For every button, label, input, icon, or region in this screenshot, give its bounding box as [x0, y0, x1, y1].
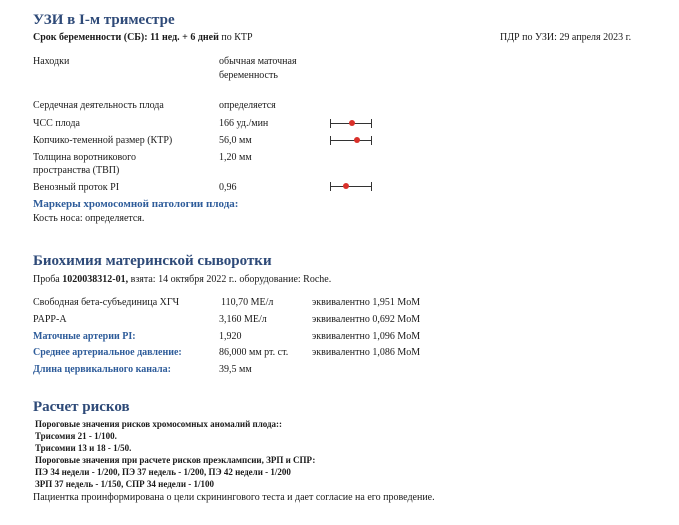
crl-value: 56,0 мм [219, 135, 252, 146]
uterine-pi-value: 1,920 [219, 331, 242, 342]
fhr-label: ЧСС плода [33, 118, 80, 129]
sample-equipment: оборудование: Roche. [239, 274, 332, 285]
map-label: Среднее артериальное давление: [33, 347, 182, 358]
cervical-length-value: 39,5 мм [219, 364, 252, 375]
risk-line: Пороговые значения при расчете рисков преэклампсии, ЗРП и СПР: [35, 455, 316, 465]
risk-title: Расчет рисков [33, 399, 130, 415]
hcg-mom: эквивалентно 1,951 MoM [312, 297, 421, 308]
edd-text: ПДР по УЗИ: 29 апреля 2023 г. [500, 32, 632, 43]
uterine-pi-mom: эквивалентно 1,096 MoM [312, 331, 421, 342]
crl-label: Копчико-теменной размер (КТР) [33, 135, 173, 146]
sample-id: 1020038312-01, [62, 274, 129, 285]
findings-value: обычная маточная беременность [219, 56, 297, 81]
dv-pi-marker-dot [343, 183, 349, 189]
markers-title: Маркеры хромосомной патологии плода: [33, 198, 239, 210]
pappa-label: PAPP-A [33, 314, 67, 325]
heart-activity-value: определяется [219, 100, 276, 111]
fhr-range-scale [330, 119, 374, 129]
sample-prefix: Проба [33, 274, 60, 285]
risk-line: ЗРП 37 недель - 1/150, СПР 34 недели - 1/100 [35, 479, 215, 489]
ga-value: 11 нед. + 6 дней [150, 32, 219, 43]
sample-taken: взята: 14 октября 2022 г.. [130, 274, 237, 285]
pappa-mom: эквивалентно 0,692 MoM [312, 314, 421, 325]
ultrasound-title: УЗИ в I-м триместре [33, 12, 175, 28]
risk-line: Трисомия 21 - 1/100. [35, 431, 117, 441]
crl-range-scale [330, 136, 374, 146]
ga-suffix: по КТР [221, 32, 253, 43]
sample-line [33, 274, 331, 285]
fhr-value: 166 уд./мин [219, 118, 269, 129]
gestational-age-line [33, 32, 253, 43]
cervical-length-label: Длина цервикального канала: [33, 364, 171, 375]
map-mom: эквивалентно 1,086 MoM [312, 347, 421, 358]
dv-pi-label: Венозный проток PI [33, 182, 120, 193]
dv-pi-range-scale [330, 182, 374, 192]
nt-label: Толщина воротникового пространства (ТВП) [33, 152, 137, 176]
consent-text: Пациентка проинформирована о цели скринингового теста и дает согласие на его проведение. [33, 492, 435, 503]
risk-line: Трисомии 13 и 18 - 1/50. [35, 443, 132, 453]
dv-pi-value: 0,96 [219, 182, 237, 193]
nt-value: 1,20 мм [219, 152, 252, 163]
ga-label: Срок беременности (СБ): [33, 32, 148, 43]
findings-label: Находки [33, 56, 70, 67]
markers-text: Кость носа: определяется. [33, 213, 145, 224]
map-value: 86,000 мм рт. ст. [219, 347, 289, 358]
risk-line: Пороговые значения рисков хромосомных аномалий плода:: [35, 419, 283, 429]
hcg-label: Свободная бета-субъединица ХГЧ [33, 297, 180, 308]
uterine-pi-label: Маточные артерии PI: [33, 331, 136, 342]
heart-activity-label: Сердечная деятельность плода [33, 100, 164, 111]
biochem-title: Биохимия материнской сыворотки [33, 253, 272, 269]
hcg-value: 110,70 МЕ/л [221, 297, 274, 308]
fhr-marker-dot [349, 120, 355, 126]
crl-marker-dot [354, 137, 360, 143]
pappa-value: 3,160 МЕ/л [219, 314, 267, 325]
risk-line: ПЭ 34 недели - 1/200, ПЭ 37 недель - 1/200, ПЭ 42 недели - 1/200 [35, 467, 291, 477]
